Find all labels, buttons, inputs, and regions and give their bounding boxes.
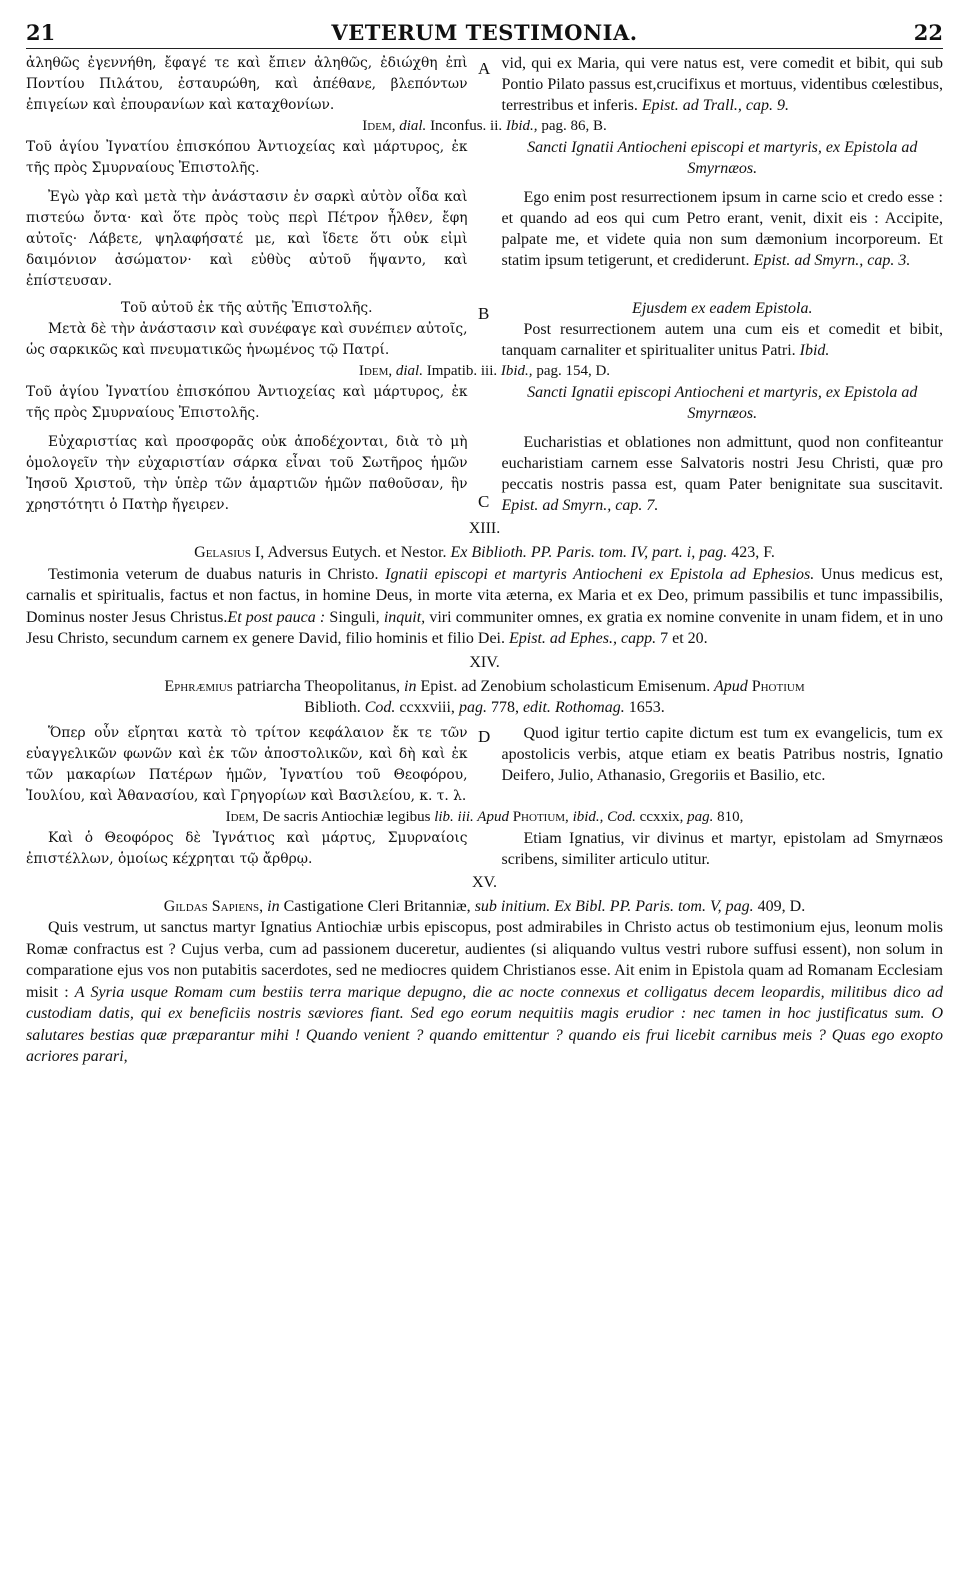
- source-title: patriarcha Theopolitanus,: [232, 677, 401, 695]
- source-page: 409, D.: [753, 897, 806, 915]
- margin-letter-d: D: [478, 726, 491, 746]
- text-part-italic: Epist. ad Ephes., capp.: [505, 630, 657, 647]
- running-header: [26, 18, 943, 49]
- latin-reference: Ibid.: [799, 342, 830, 359]
- latin-reference: Epist. ad Trall., cap. 9.: [641, 97, 790, 114]
- source-ibid: ibid., Cod.: [568, 808, 636, 825]
- source-photius: Photium,: [508, 808, 569, 825]
- greek-text: Μετὰ δὲ τὴν ἀνάστασιν καὶ συνέφαγε καὶ συνέπιεν αὐτοῖς, ὡς σαρκικῶς καὶ πνευματικῶς ἡνωμένος τῷ Πατρί.: [26, 321, 468, 358]
- latin-column: [502, 723, 944, 807]
- source-edition: Ex Bibl. PP. Paris. tom. V, pag.: [550, 897, 754, 915]
- source-title: Impatib. iii.: [422, 363, 498, 379]
- text-part-italic: inquit,: [379, 608, 426, 626]
- source-in: in: [400, 677, 417, 695]
- latin-column: [502, 53, 944, 116]
- greek-heading: Τοῦ αὐτοῦ ἐκ τῆς αὐτῆς Ἐπιστολῆς.: [120, 300, 373, 316]
- text-part: Unus medicus est, carnalis et spiritualis, factus et non factus, in homine Deus, in morte vita æterna, ex Maria et ex Deo, primum passibilis et tunc impassibilis, Dominus noster Jesus Christus.: [26, 565, 944, 626]
- source-pag: pag.: [454, 699, 487, 716]
- section-13-source: [26, 542, 943, 564]
- margin-letter-b: B: [478, 304, 490, 323]
- latin-body: Ego enim post resurrectionem ipsum in carne scio et credo esse : et quando ad eos qui cum Petro erant, venit, dixit eis : Accipite, palpate me, et videte quia non sum dæmonium incorporeum. Et statim ipsum tetigerunt, et crediderunt.: [501, 189, 943, 269]
- source-author: Gildas Sapiens,: [163, 897, 264, 915]
- source-edition: Ex Biblioth. PP. Paris. tom. IV, part. i, pag.: [446, 544, 728, 561]
- greek-heading: Τοῦ ἁγίου Ἰγνατίου ἐπισκόπου Ἀντιοχείας καὶ μάρτυρος, ἐκ τῆς πρὸς Σμυρναίους Ἐπιστολῆς.: [26, 384, 468, 421]
- source-ibid: Ibid.,: [502, 118, 538, 134]
- source-page: 810,: [713, 808, 744, 825]
- source-cod-num: ccxxviii,: [395, 699, 455, 716]
- source-title: Adversus Eutych. et Nestor.: [264, 544, 447, 561]
- greek-text: ἀληθῶς ἐγεννήθη, ἔφαγέ τε καὶ ἔπιεν ἀληθῶς, ἐδιώχθη ἐπὶ Ποντίου Πιλάτου, ἐσταυρώθη, καὶ ἀπέθανε, βλεπόντων ἐπιγείων καὶ ἐπουρανίων καὶ καταχθονίων.: [26, 55, 468, 113]
- greek-column: [26, 828, 468, 870]
- text-part: viri communiter omnes, ex gratia ex nomine convenite in unam fidem, et in uno Jesu Christo, secundum carnem ex genere David, filio hominis et filio Dei.: [26, 608, 944, 647]
- right-page-number: 22: [913, 20, 943, 45]
- parallel-block-1: [26, 53, 943, 116]
- greek-column: [26, 723, 468, 807]
- greek-text: Καὶ ὁ Θεοφόρος δὲ Ἰγνάτιος καὶ μάρτυς, Σμυρναίοις ἐπιστέλλων, ὁμοίως κέχρηται τῷ ἄρθρῳ.: [26, 829, 468, 867]
- source-author: Idem,: [358, 363, 393, 379]
- source-author: Idem,: [225, 808, 259, 825]
- latin-column: [502, 137, 944, 292]
- section-15-text: [26, 917, 943, 1068]
- latin-column: [502, 828, 944, 870]
- source-photius: Photium: [747, 677, 805, 695]
- greek-column: [26, 137, 468, 292]
- source-lib: lib. iii.: [430, 808, 474, 825]
- latin-reference: Epist. ad Smyrn., cap. 3.: [753, 252, 911, 269]
- greek-column: [26, 382, 468, 516]
- latin-heading: Ejusdem ex eadem Epistola.: [632, 300, 813, 317]
- source-author: Idem,: [362, 118, 396, 134]
- source-dial: dial.: [399, 118, 427, 134]
- latin-text: Quod igitur tertio capite dictum est tum ex evangelicis, tum ex apostolicis verbis, atque etiam ex beatis Patribus nostris, Ignatio Deifero, Julio, Athanasio, Gregoriis et Basilio, etc.: [501, 724, 943, 784]
- source-page: 423, F.: [727, 544, 775, 561]
- section-15-source: [26, 896, 943, 918]
- source-line-a: [26, 676, 943, 698]
- section-13: [26, 542, 943, 650]
- source-in: in: [263, 897, 280, 915]
- greek-text: Εὐχαριστίας καὶ προσφορᾶς οὐκ ἀποδέχονται, διὰ τὸ μὴ ὁμολογεῖν τὴν εὐχαριστίαν σάρκα εἶναι τοῦ Σωτῆρος ἡμῶν Ἰησοῦ Χριστοῦ, τὴν ὑπὲρ τῶν ἁμαρτιῶν ἡμῶν παθοῦσαν, ἣν χρηστότητι ὁ Πατὴρ ἤγειρεν.: [26, 434, 468, 513]
- section-numeral-13: XIII.: [468, 520, 501, 537]
- latin-text: [502, 319, 944, 361]
- source-edit: edit.: [518, 699, 551, 716]
- section-numeral-15: XV.: [471, 873, 498, 891]
- source-work: Epist. ad Zenobium scholasticum Emisenum.: [416, 677, 711, 695]
- latin-heading: Sancti Ignatii episcopi Antiocheni et martyris, ex Epistola ad Smyrnæos.: [527, 384, 918, 422]
- source-title: Castigatione Cleri Britanniæ,: [279, 897, 471, 915]
- left-page-number: 21: [26, 20, 56, 45]
- source-title: Inconfus. ii.: [426, 118, 503, 134]
- text-part-italic: A Syria usque Romam cum bestiis terra marique depugno, die ac nocte connexus et colligatus decem leopardis, militibus dico ad custodiam datis, qui ex beneficiis nostris sæviores fiant. Sed ego eorum nequitiis magis erudior : nec tamen in hoc justificatus sum. O salutares bestias quæ præparantur mihi ! Quando venient ? quando emittentur ? quando eis frui licebit carnibus meis ? Quas ego exopto acriores parari,: [26, 983, 944, 1065]
- source-ibid: Ibid.,: [497, 363, 533, 379]
- source-author: Gelasius I,: [194, 544, 265, 561]
- section-numeral-14: XIV.: [469, 653, 500, 671]
- section-13-text: [26, 564, 943, 650]
- text-part: Testimonia veterum de duabus naturis in Christo.: [48, 565, 379, 583]
- latin-reference: Epist. ad Smyrn., cap. 7.: [501, 497, 659, 514]
- section-14-source: [26, 676, 943, 719]
- source-pag: pag.: [683, 808, 714, 825]
- latin-body: vid, qui ex Maria, qui vere natus est, vere comedit et bibit, qui sub Pontio Pilato passus est,crucifixus et mortuus, videntibus cœlestibus, terrestribus et inferis.: [501, 55, 943, 114]
- greek-column: [26, 298, 468, 361]
- parallel-block-4: [26, 382, 943, 516]
- source-year: 1653.: [624, 699, 665, 716]
- greek-text: Ὅπερ οὖν εἴρηται κατὰ τὸ τρίτον κεφάλαιον ἔκ τε τῶν εὐαγγελικῶν φωνῶν καὶ ἐκ τῶν ἀποστολικῶν, καὶ δὴ καὶ ἐκ τῶν μακαρίων Πατέρων ἡμῶν, Ἰγνατίου τοῦ Θεοφόρου, Ἰουλίου, καὶ Ἀθανασίου, καὶ Γρηγορίων καὶ Βασιλείου, κ. τ. λ.: [26, 724, 468, 804]
- latin-heading: Sancti Ignatii Antiocheni episcopi et martyris, ex Epistola ad Smyrnæos.: [527, 139, 918, 177]
- source-dial: dial.: [395, 363, 423, 379]
- latin-text: Etiam Ignatius, vir divinus et martyr, epistolam ad Smyrnæos scribens, similiter articulo utitur.: [501, 829, 943, 868]
- source-place: Rothomag.: [550, 699, 625, 716]
- source-title: De sacris Antiochiæ legibus: [258, 808, 431, 825]
- source-cod: Cod.: [360, 699, 396, 716]
- source-page-num: 778,: [486, 699, 519, 716]
- text-part: Quis vestrum, ut sanctus martyr Ignatius Antiochiæ urbis episcopus, post admirabiles in Christo actus ob testimonium ejus, leonum molis Romæ confractus est ? Cujus verba, cum ad passionem duceretur, audientes (si aliquando vultus vestri rubore suffusi essent), non solum in comparatione ejus vos non putabitis sacerdotes, sed ne mediocres quidem Christianos esse. Ait enim in Epistola quam ad Romanam Ecclesiam misit :: [26, 919, 943, 1001]
- text-part-italic: Ignatii episcopi et martyris Antiocheni ex Epistola ad Ephesios.: [378, 565, 815, 583]
- margin-letter-c: C: [478, 492, 490, 511]
- source-sub: sub initium.: [470, 897, 551, 915]
- source-author: Ephræmius: [164, 677, 233, 695]
- source-page: pag. 86, B.: [537, 118, 607, 134]
- text-part: Singuli,: [325, 608, 380, 626]
- greek-text: Ἐγὼ γὰρ καὶ μετὰ τὴν ἀνάστασιν ἐν σαρκὶ αὐτὸν οἶδα καὶ πιστεύω ὄντα· καὶ ὅτε πρὸς τοὺς περὶ Πέτρον ἦλθεν, ἔφη αὐτοῖς· Λάβετε, ψηλαφήσατέ με, καὶ ἴδετε ὅτι οὐκ εἰμὶ δαιμόνιον ἀσώματον· καὶ εὐθὺς αὐτοῦ ἥψαντο, καὶ ἐπίστευσαν.: [26, 189, 468, 289]
- latin-text: [502, 187, 944, 271]
- greek-heading: Τοῦ ἁγίου Ἰγνατίου ἐπισκόπου Ἀντιοχείας καὶ μάρτυρος, ἐκ τῆς πρὸς Σμυρναίους Ἐπιστολῆς.: [26, 139, 468, 176]
- latin-body: Eucharistias et oblationes non admittunt, quod non confiteantur eucharistiam carnem esse Salvatoris nostri Jesu Christi, quæ pro peccatis nostris passa est, quam Pater benignitate sua suscitavit.: [501, 434, 943, 493]
- margin-letter-a: A: [478, 59, 491, 78]
- source-line-b: [26, 697, 943, 719]
- section-15: [26, 896, 943, 1068]
- latin-column: [502, 382, 944, 516]
- parallel-block-3: [26, 298, 943, 361]
- running-title: VETERUM TESTIMONIA.: [331, 20, 638, 45]
- parallel-block-2: [26, 137, 943, 292]
- source-line-3: [26, 809, 943, 826]
- source-bibl: Biblioth.: [304, 699, 361, 716]
- text-part-italic: Et post pauca :: [227, 608, 326, 626]
- source-apud: Apud: [710, 677, 748, 695]
- parallel-block-5: [26, 723, 943, 807]
- greek-column: [26, 53, 468, 116]
- latin-body: Post resurrectionem autem una cum eis et comedit et bibit, tanquam carnaliter et spiritualiter unitus Patri.: [501, 321, 943, 359]
- source-cod: ccxxix,: [635, 808, 684, 825]
- text-part: 7 et 20.: [656, 630, 708, 647]
- source-apud: Apud: [473, 808, 509, 825]
- latin-text: [502, 432, 944, 516]
- page: [26, 18, 943, 1068]
- latin-column: [502, 298, 944, 361]
- source-page: pag. 154, D.: [532, 363, 611, 379]
- latin-text: [502, 53, 944, 116]
- parallel-block-6: [26, 828, 943, 870]
- source-line-1: [26, 118, 943, 135]
- source-line-2: [26, 363, 943, 380]
